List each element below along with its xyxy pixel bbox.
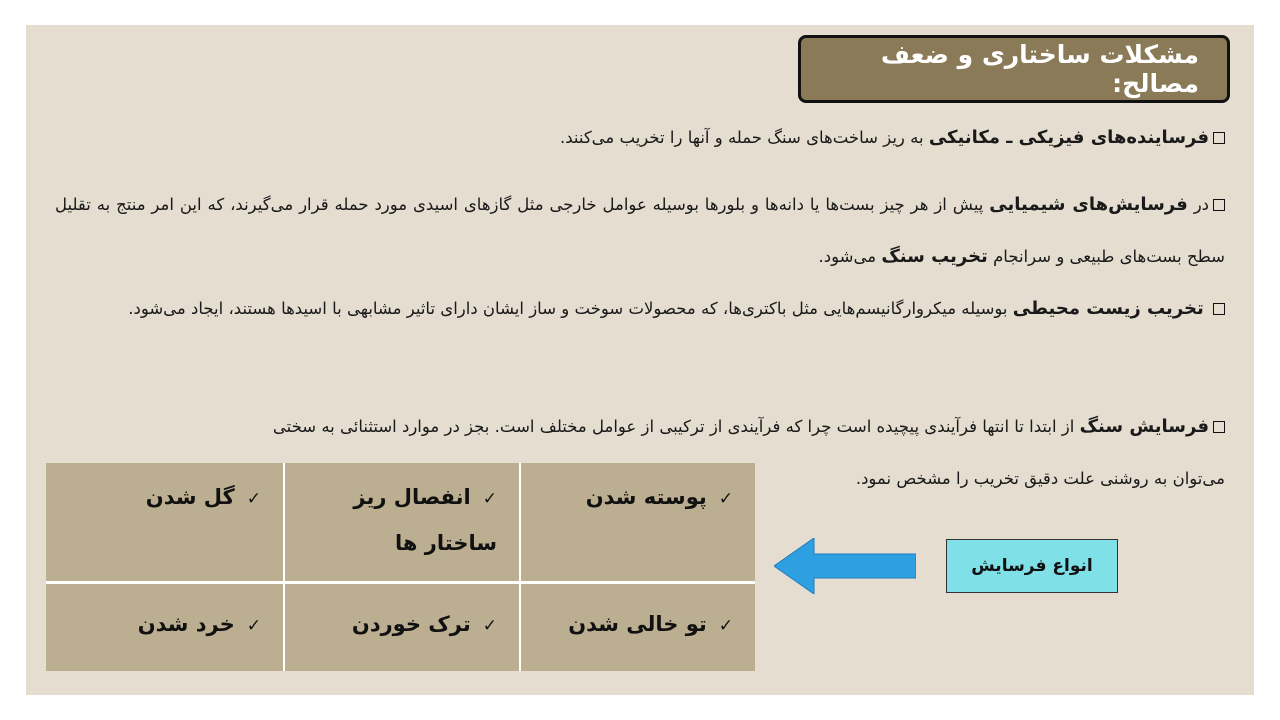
paragraph-text: بوسیله میکروارگانیسم‌هایی مثل باکتری‌ها، که محصولات سوخت و ساز ایشان دارای تاثیر مشابهی با اسیدها هستند، ایجاد می‌شود. [128,299,1013,318]
paragraph-text: از ابتدا تا انتها فرآیندی پیچیده است چرا که فرآیندی از ترکیبی از عوامل مختلف است. بجز در موارد استثنائی به سختی [272,417,1080,436]
erosion-types-table [46,463,755,671]
paragraph-line-2: می‌توان به روشنی علت دقیق تخریب را مشخص نمود. [855,469,1225,488]
paragraph-bold: فرسایش‌های شیمیایی [989,194,1188,215]
check-icon: ✓ [482,616,497,636]
check-icon: ✓ [718,489,733,509]
erosion-types-label: انواع فرسایش [946,539,1118,593]
paragraph-bold: فرسایش سنگ [1079,416,1209,437]
table-cell [46,463,283,581]
check-icon: ✓ [718,616,733,636]
paragraph-prefix: در [1187,195,1210,214]
paragraph-text: پیش از هر چیز بست‌ها یا دانه‌ها و بلورها بوسیله عوامل خارجی مثل گازهای اسیدی مورد حمله قرار می‌گیرند، که این امر منتج به تقلیل سطح بست‌های طبیعی و سرانجام [55,195,1225,266]
cell-label: پوسته شدن [585,485,707,509]
table-cell [519,463,755,581]
checkbox-bullet-icon [1213,303,1225,315]
checkbox-bullet-icon [1213,421,1225,433]
paragraph-bold: فرساینده‌های فیزیکی ـ مکانیکی [928,127,1209,148]
paragraph-biological [55,283,1225,335]
paragraph-physical [55,118,1225,158]
checkbox-bullet-icon [1213,132,1225,144]
table-cell [283,581,519,671]
cell-label: گل شدن [145,485,235,509]
slide [26,25,1254,695]
cell-label: خرد شدن [137,612,235,636]
paragraph-bold-2: تخریب سنگ [881,246,988,267]
cell-label: ترک خوردن [351,612,471,636]
checkbox-bullet-icon [1213,199,1225,211]
paragraph-text: به ریز ساخت‌های سنگ حمله و آنها را تخریب می‌کنند. [559,128,929,147]
paragraph-bold: تخریب زیست محیطی [1012,298,1204,319]
cell-label: انفصال ریز ساختار ها [353,485,497,555]
table-cell [283,463,519,581]
cell-label: تو خالی شدن [568,612,707,636]
slide-title: مشکلات ساختاری و ضعف مصالح: [798,35,1230,103]
paragraph-text-2: می‌شود. [818,247,882,266]
table-cell [519,581,755,671]
table-cell [46,581,283,671]
check-icon: ✓ [482,489,497,509]
paragraph-chemical [55,179,1225,283]
check-icon: ✓ [246,489,261,509]
check-icon: ✓ [246,616,261,636]
left-arrow-icon [774,538,916,594]
